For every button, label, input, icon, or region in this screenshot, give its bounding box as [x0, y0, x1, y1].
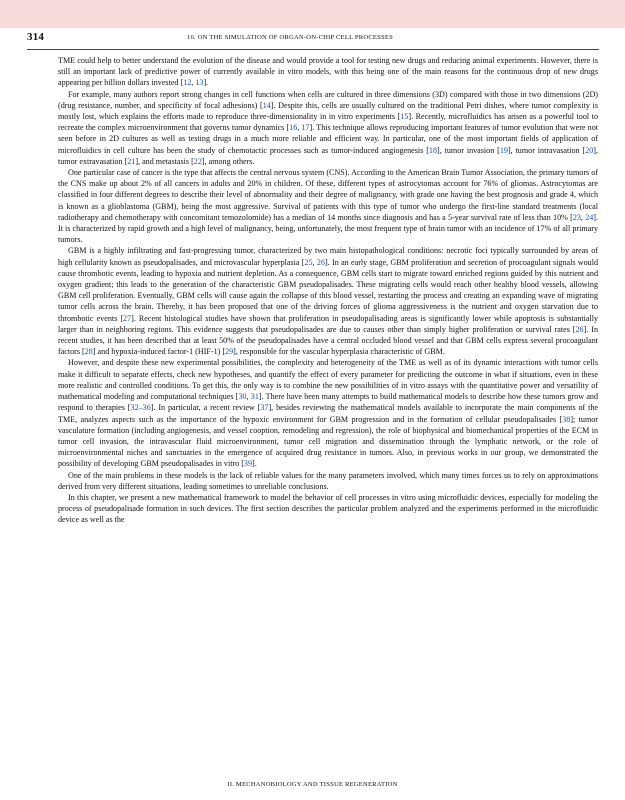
citation-link[interactable]: 28: [84, 347, 93, 357]
paragraph: [58, 357, 598, 469]
paragraph-text: ]. In recent studies, it has been described that at least 50% of the pseudopalisades have a central occluded blood vessel and that GBM cells express several procoagulant factors [: [58, 324, 599, 357]
citation-link[interactable]: 21: [127, 156, 136, 166]
paragraph-text: GBM is a highly infiltrating and fast-progressing tumor, characterized by two main histopathological conditions: necrotic foci typically surrounded by areas of high cellularity known as pseudopalisades, and microvascular hyperplasia [: [58, 246, 598, 267]
citation-link[interactable]: 38: [562, 414, 571, 424]
running-title: 16. ON THE SIMULATION OF ORGAN-ON-CHIP CELL PROCESSES: [187, 34, 393, 41]
running-head: [27, 31, 599, 48]
paragraph: [58, 470, 598, 492]
paragraph-text: One of the main problems in these models is the lack of reliable values for the many parameters involved, which many times forces us to rely on approximations derived from very different situations, leading sometimes to unreliable conclusions.: [58, 470, 598, 491]
paragraph-text: ], besides reviewing the mathematical models available to incorporate the main components of the TME, analyzes aspects such as the importance of the hypoxic environment for GBM progression and in the formation of cellular pseudopalisades [: [58, 403, 599, 424]
paragraph-text: ]. There have been many attempts to build mathematical models to describe how these tumors grow and respond to therapies [: [58, 392, 599, 413]
citation-link[interactable]: 29: [225, 347, 234, 357]
paragraph-text: ,: [297, 123, 302, 133]
paragraph-text: ]. Recently, microfluidics has arisen as a powerful tool to recreate the complex microenvironment that governs tumor dynamics [: [58, 112, 598, 133]
paragraph-text: ], tumor invasion [: [437, 145, 500, 155]
header-band: [0, 0, 625, 28]
paragraph-text: One particular case of cancer is the type that affects the central nervous system (CNS). According to the American Brain Tumor Association, the primary tumors of the CNS make up about 2% of all cancers in adults and 20% in children. Of these, different types of astrocytomas account for 76% of gliomas. Astrocytomas are classified in four different degrees to describe their level of abnormality and their degree of malignancy, with grade one having the best prognosis and grade 4, which is known as a glioblastoma (GBM), being the most aggressive. Survival of patients with this type of tumor who undergo the first-line standard treatments (local radiotherapy and chemotherapy with concomitant temozolomide) has a median of 14 months since diagnosis and has a 5-year survival rate of less than 10% [: [58, 168, 598, 222]
citation-link[interactable]: 30: [238, 392, 247, 402]
part-footer: II. MECHANOBIOLOGY AND TISSUE REGENERATION: [227, 781, 398, 788]
paragraph-text: ], tumor extravasation [: [58, 145, 598, 166]
paragraph: [58, 167, 598, 245]
paragraph-text: For example, many authors report strong changes in cell functions when cells are cultured in three dimensions (3D) compared with those in two dimensions (2D) (drug resistance, number, and specificity of focal adhesions) [: [58, 89, 598, 110]
paragraph: [58, 245, 598, 357]
paragraph-text: ,: [246, 392, 251, 402]
paragraph-text: ,: [580, 212, 586, 222]
citation-link[interactable]: 20: [585, 145, 594, 155]
citation-link[interactable]: 26: [316, 257, 326, 267]
paragraph-text: ], among others.: [201, 156, 255, 166]
paragraph-text: ], tumor intravasation [: [507, 145, 586, 155]
paragraph-text: In this chapter, we present a new mathematical framework to model the behavior of cell processes in vitro using microfluidic devices, especially for modeling the process of pseudopalisade formation in such devices. The first section describes the particular problem analyzed and the experiments performed in the microfluidic device as well as the: [58, 492, 598, 525]
citation-link[interactable]: 37: [260, 403, 269, 413]
paragraph-text: ,: [312, 257, 317, 267]
paragraph-text: ]. Despite this, cells are usually cultured on the traditional Petri dishes, where tumor complexity is mostly lost, which explains the efforts made to reproduce three-dimensionality in in vitro experiments [: [58, 100, 598, 122]
paragraph-text: TME could help to better understand the evolution of the disease and would provide a tool for testing new drugs and reducing animal experiments. However, there is still an important lack of predictive power of currently available in vitro models, with this being one of the main reasons for the continuous drop of new drugs appearing per billion dollars invested [: [58, 56, 598, 88]
citation-link[interactable]: 18: [428, 145, 437, 155]
paragraph-text: ]. It is characterized by rapid growth and a high level of malignancy, being, unfortunately, the most frequent type of brain tumor with an incidence of 17% of all primary tumors.: [58, 212, 598, 245]
citation-link[interactable]: 39: [243, 459, 253, 469]
paragraph-text: ], and metastasis [: [135, 156, 194, 166]
paragraph-text: ]. Recent histological studies have shown that proliferation in pseudopalisading areas is significantly lower while apoptosis is substantially larger than in neighboring regions. This evidence suggests that pseudopalisades are due to causes other than simply higher proliferation or survival rates [: [58, 313, 598, 334]
citation-link[interactable]: 31: [250, 392, 259, 402]
citation-link[interactable]: 24: [585, 212, 594, 222]
paragraph-text: ]. In an early stage, GBM proliferation and secretion of procoagulant signals would cause thrombotic events, leading to hypoxia and nutrient depletion. As a consequence, GBM cells start to migrate toward enriched regions guided by this nutrient and oxygen gradient; this leads to the generation of the characteristic GBM pseudopalisades. These migrating cells would reach other healthy blood vessels, allowing GBM cell proliferation. Eventually, GBM cells will cause again the collapse of this blood vessel, restarting the process and creating an expanding wave of migrating tumor cells across the brain. Thereby, it has been proposed that one of the driving forces of glioma aggressiveness is the nutrient and oxygen starvation due to thrombotic events [: [58, 257, 598, 323]
citation-link[interactable]: 26: [575, 324, 584, 334]
paragraph-text: ]; tumor vasculature formation (including angiogenesis, and vessel cooption, remodeling and regression), the role of biophysical and biomechanical properties of the ECM in tumor cell invasion, the intravascular fluid microenvironment, tumor cell migration and dissemination through the lymphatic network, or the role of microenvironmental niches and sanctuaries in the emergence of acquired drug resistance in tumors. Also, in previous works in our group, we demonstrated the possibility of developing GBM pseudopalisades in vitro [: [58, 414, 598, 469]
paragraph-text: ].: [252, 459, 257, 469]
paragraph-text: ]. In particular, a recent review [: [150, 403, 261, 413]
paragraph-text: ], responsible for the vascular hyperplasia characteristic of GBM.: [233, 347, 445, 357]
citation-link[interactable]: 12: [183, 78, 192, 88]
paragraph: [58, 492, 598, 526]
citation-link[interactable]: 23: [572, 212, 581, 222]
paragraph-text: ].: [203, 78, 209, 88]
citation-link[interactable]: 27: [123, 313, 132, 323]
citation-link[interactable]: 19: [499, 145, 508, 155]
paragraph-text: ] and hypoxia-induced factor-1 (HIF-1) [: [92, 347, 226, 357]
citation-link[interactable]: 32–36: [130, 403, 151, 413]
citation-link[interactable]: 17: [301, 123, 310, 133]
citation-link[interactable]: 16: [289, 123, 298, 133]
paragraph-text: However, and despite these new experimental possibilities, the complexity and heterogeneity of the TME as well as of its dynamic interactions with tumor cells make it difficult to separate effects, check new hypotheses, and quantify the effect of every parameter for predicting the outcome in what if situations, even in these more realistic and controlled conditions. To get this, the only way is to combine the new possibilities of in vitro assays with the quantitative power and versatility of mathematical modeling and computational techniques [: [58, 358, 598, 402]
citation-link[interactable]: 13: [195, 78, 204, 88]
citation-link[interactable]: 14: [262, 100, 271, 110]
citation-link[interactable]: 25: [304, 257, 313, 267]
body-text: [58, 55, 598, 526]
citation-link[interactable]: 15: [400, 112, 409, 122]
paragraph: [58, 55, 598, 89]
page-number: 314: [27, 31, 45, 43]
paragraph: [58, 89, 598, 167]
paragraph-text: ,: [191, 78, 196, 88]
paragraph-text: ]. This technique allows reproducing important features of tumor evolution that were not seen before in 2D cultures as well as testing drugs in a much more reliable and efficient way. In particular, one of the most important fields of application of microfluidics in cell culture has been the study of chemotactic processes such as tumor-induced angiogenesis [: [58, 123, 598, 155]
citation-link[interactable]: 22: [193, 156, 202, 166]
header-rule: [27, 49, 599, 50]
